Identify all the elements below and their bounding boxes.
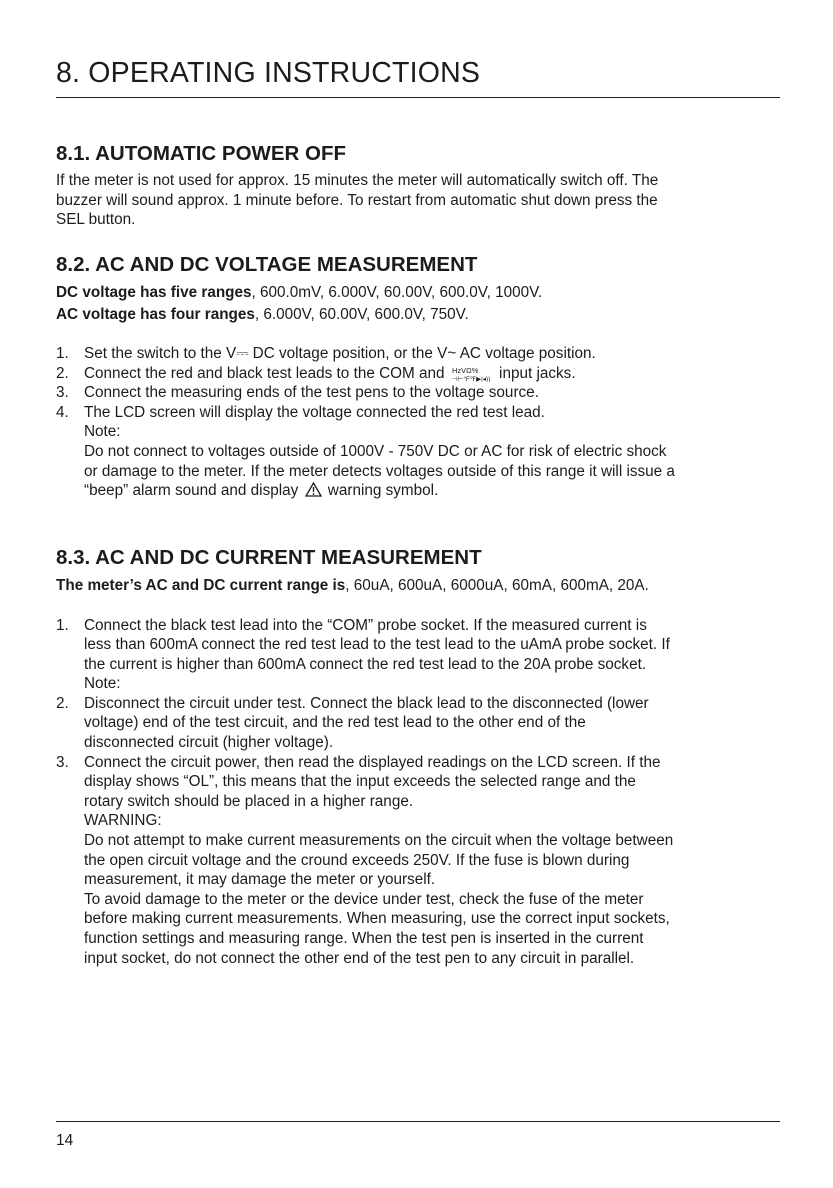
list-item: 1. Connect the black test lead into the “COM” probe socket. If the measured current is less than 600mA connect the red test lead to the test lead to the uAmA probe socket. If the current is higher than 600mA connect the red test lead to the 20A probe socket. Note: — [56, 616, 670, 693]
section-heading: 8.3. AC AND DC CURRENT MEASUREMENT — [56, 546, 482, 569]
ac-ranges — [56, 304, 786, 326]
voltage-steps — [56, 344, 786, 422]
list-item: 3. Connect the measuring ends of the test pens to the voltage source. — [56, 384, 539, 402]
body-line: SEL button. — [56, 211, 136, 229]
current-steps — [56, 616, 786, 969]
ac-ranges-values: , 6.000V, 60.00V, 600.0V, 750V. — [254, 305, 469, 323]
ac-ranges-label: AC voltage has four ranges — [56, 305, 255, 323]
jack-icon-bottom: ⊣⊢°F℉▶|◂)) — [451, 375, 491, 382]
body-line: buzzer will sound approx. 1 minute before. To restart from automatic shut down press the — [56, 191, 658, 209]
dc-ranges — [56, 282, 786, 304]
page-number: 14 — [56, 1132, 74, 1149]
jack-icon-top: HzVΩ% — [451, 365, 479, 375]
section-current-measurement — [56, 545, 786, 968]
section-heading: 8.2. AC AND DC VOLTAGE MEASUREMENT — [56, 253, 478, 276]
dc-ranges-values: , 600.0mV, 6.000V, 60.00V, 600.0V, 1000V. — [251, 284, 543, 301]
section-heading: 8.1. AUTOMATIC POWER OFF — [56, 142, 347, 165]
body-line: If the meter is not used for approx. 15 minutes the meter will automatically switch off. The — [56, 172, 659, 189]
note-line: Do not connect to voltages outside of 1000V - 750V DC or AC for risk of electric shock — [84, 442, 667, 460]
list-item: 2. Connect the red and black test leads to the COM and HzVΩ% ⊣⊢°F℉▶|◂)) input jacks. — [56, 364, 576, 382]
list-item: 1. Set the switch to the V⎓ DC voltage position, or the V~ AC voltage position. — [56, 345, 596, 362]
current-ranges — [56, 575, 786, 597]
warning-triangle-icon — [305, 482, 322, 497]
list-item: 3. Connect the circuit power, then read the displayed readings on the LCD screen. If the display shows “OL”, this means that the input exceeds the selected range and the rotary switch should be placed in a higher range. WARNING: Do not attempt to make current measurements on the circuit when the voltage between the open circuit voltage and the cround exceeds 250V. If the fuse is blown during measurement, it may damage the meter or yourself. To avoid damage to the meter or the device under test, check the fuse of the meter before making current measurements. When measuring, use the correct input sockets, function settings and measuring range. When the test pen is inserted in the current input socket, do not connect the other end of the test pen to any circuit in parallel. — [56, 753, 786, 969]
dc-ranges-label: DC voltage has five ranges — [56, 284, 252, 301]
top-divider — [56, 97, 780, 98]
note-line: “beep” alarm sound and display warning symbol. — [84, 482, 439, 500]
page-title: 8. OPERATING INSTRUCTIONS — [56, 57, 481, 89]
current-ranges-label: The meter’s AC and DC current range is — [56, 577, 346, 594]
list-item: 2. Disconnect the circuit under test. Connect the black lead to the disconnected (lower voltage) end of the test circuit, and the red test lead to the other end of the disconnected circuit (higher voltage). — [56, 694, 649, 752]
note-label: Note: — [84, 423, 121, 441]
note-line: or damage to the meter. If the meter detects voltages outside of this range it will issue a — [84, 462, 675, 480]
bottom-divider — [56, 1121, 780, 1122]
current-ranges-values: , 60uA, 600uA, 6000uA, 60mA, 600mA, 20A. — [345, 577, 649, 594]
list-item: 4. The LCD screen will display the voltage connected the red test lead. — [56, 403, 545, 421]
section-voltage-measurement — [56, 252, 786, 501]
warning-label: WARNING: — [84, 812, 162, 830]
section-auto-power-off — [56, 141, 786, 230]
input-jack-icon — [451, 366, 493, 382]
